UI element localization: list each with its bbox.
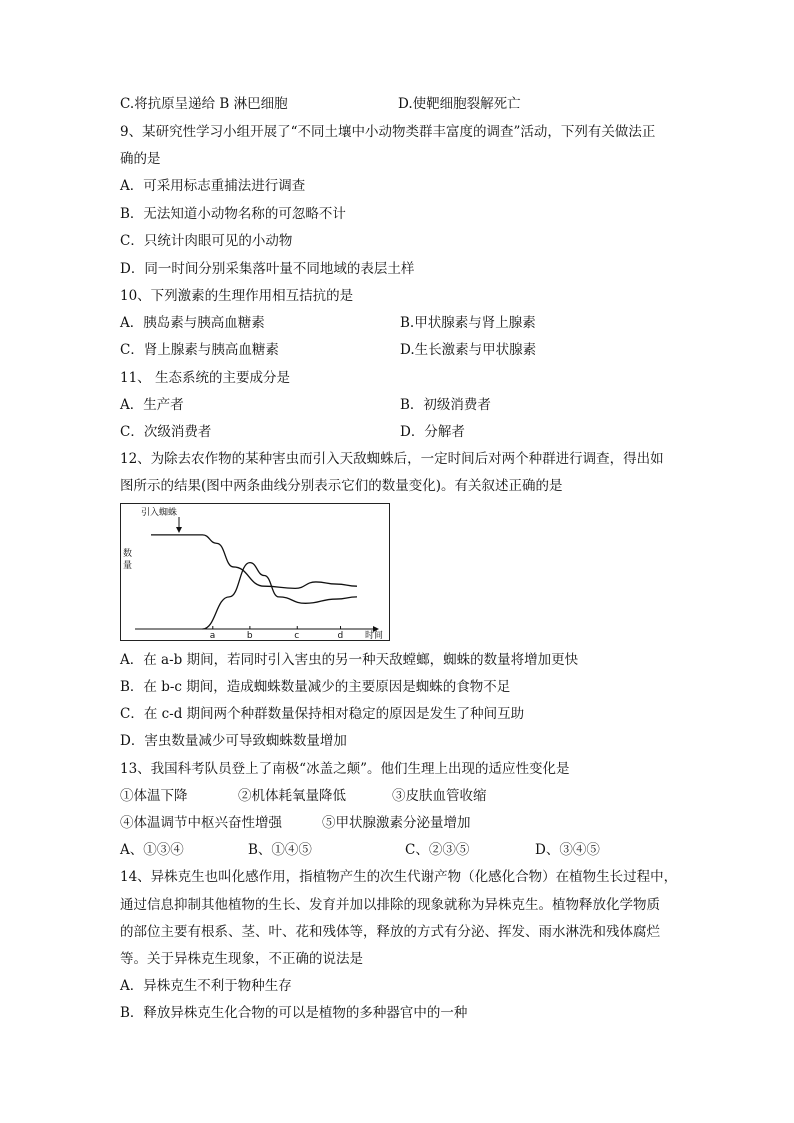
x-tick-label: d [337,631,344,640]
population-chart-svg [121,504,389,640]
q9-option-d: D．同一时间分别采集落叶量不同地域的表层土样 [120,261,415,277]
q12-stem-line2: 图所示的结果(图中两条曲线分别表示它们的数量变化)。有关叙述正确的是 [120,478,563,494]
q13-option-d: D、③④⑤ [535,842,600,858]
q14-stem-line1: 14、异株克生也叫化感作用，指植物产生的次生代谢产物（化感化合物）在植物生长过程中， [120,869,678,885]
q10-option-a: A．胰岛素与胰高血糖素 [120,315,265,331]
q12-option-b: B．在 b-c 期间，造成蜘蛛数量减少的主要原因是蜘蛛的食物不足 [120,679,511,695]
q12-option-d: D．害虫数量减少可导致蜘蛛数量增加 [120,733,347,749]
q13-option-c: C、②③⑤ [405,842,470,858]
x-axis-label: 时间 [365,631,384,640]
series-line-1 [151,535,357,588]
q9-option-a: A．可采用标志重捕法进行调查 [120,178,306,194]
q13-stem: 13、我国科考队员登上了南极“冰盖之颠”。他们生理上出现的适应性变化是 [120,761,570,777]
q14-option-a: A．异株克生不利于物种生存 [120,978,292,994]
q13-item-2: ②机体耗氧量降低 [238,788,346,804]
q11-option-b: B．初级消费者 [400,397,491,413]
q13-option-b: B、①④⑤ [248,842,312,858]
q9-stem-line2: 确的是 [120,151,161,167]
intro-spider-annotation: 引入蜘蛛 [141,508,178,518]
q8-option-d: D.使靶细胞裂解死亡 [398,96,521,112]
q10-option-c: C．肾上腺素与胰高血糖素 [120,342,279,358]
y-axis-label-1: 数 [123,549,133,559]
q10-option-d: D.生长激素与甲状腺素 [400,342,537,358]
series-line-2 [203,563,358,629]
q13-item-4: ④体温调节中枢兴奋性增强 [120,815,282,831]
q13-item-5: ⑤甲状腺激素分泌量增加 [322,815,471,831]
q13-option-a: A、①③④ [120,842,184,858]
q14-stem-line3: 的部位主要有根系、茎、叶、花和残体等，释放的方式有分泌、挥发、雨水淋洗和残体腐烂 [120,924,660,940]
q9-option-b: B．无法知道小动物名称的可忽略不计 [120,206,346,222]
q11-option-d: D．分解者 [400,424,465,440]
x-tick-label: c [294,631,300,640]
q11-stem: 11、 生态系统的主要成分是 [120,370,290,386]
q14-option-b: B．释放异株克生化合物的可以是植物的多种器官中的一种 [120,1005,468,1021]
q10-stem: 10、下列激素的生理作用相互拮抗的是 [120,288,354,304]
q10-option-b: B.甲状腺素与肾上腺素 [400,315,536,331]
q14-stem-line4: 等。关于异株克生现象，不正确的说法是 [120,951,363,967]
q12-stem-line1: 12、为除去农作物的某种害虫而引入天敌蜘蛛后，一定时间后对两个种群进行调查，得出如 [120,451,664,467]
q8-option-c: C.将抗原呈递给 B 淋巴细胞 [120,96,288,112]
x-tick-label: a [209,631,216,640]
q9-stem-line1: 9、某研究性学习小组开展了“不同土壤中小动物类群丰富度的调查”活动，下列有关做法正 [120,124,656,140]
q14-stem-line2: 通过信息抑制其他植物的生长、发育并加以排除的现象就称为异株克生。植物释放化学物质 [120,897,660,913]
q9-option-c: C．只统计肉眼可见的小动物 [120,233,293,249]
y-axis-label-2: 量 [123,561,133,571]
population-chart [120,503,390,641]
q11-option-c: C．次级消费者 [120,424,212,440]
q13-item-3: ③皮肤血管收缩 [392,788,487,804]
q13-item-1: ①体温下降 [120,788,188,804]
annotation-arrow-head [176,527,182,533]
q12-option-a: A．在 a-b 期间，若同时引入害虫的另一种天敌螳螂，蜘蛛的数量将增加更快 [120,652,579,668]
q11-option-a: A．生产者 [120,397,184,413]
x-tick-label: b [246,631,253,640]
q12-option-c: C．在 c-d 期间两个种群数量保持相对稳定的原因是发生了种间互助 [120,706,525,722]
